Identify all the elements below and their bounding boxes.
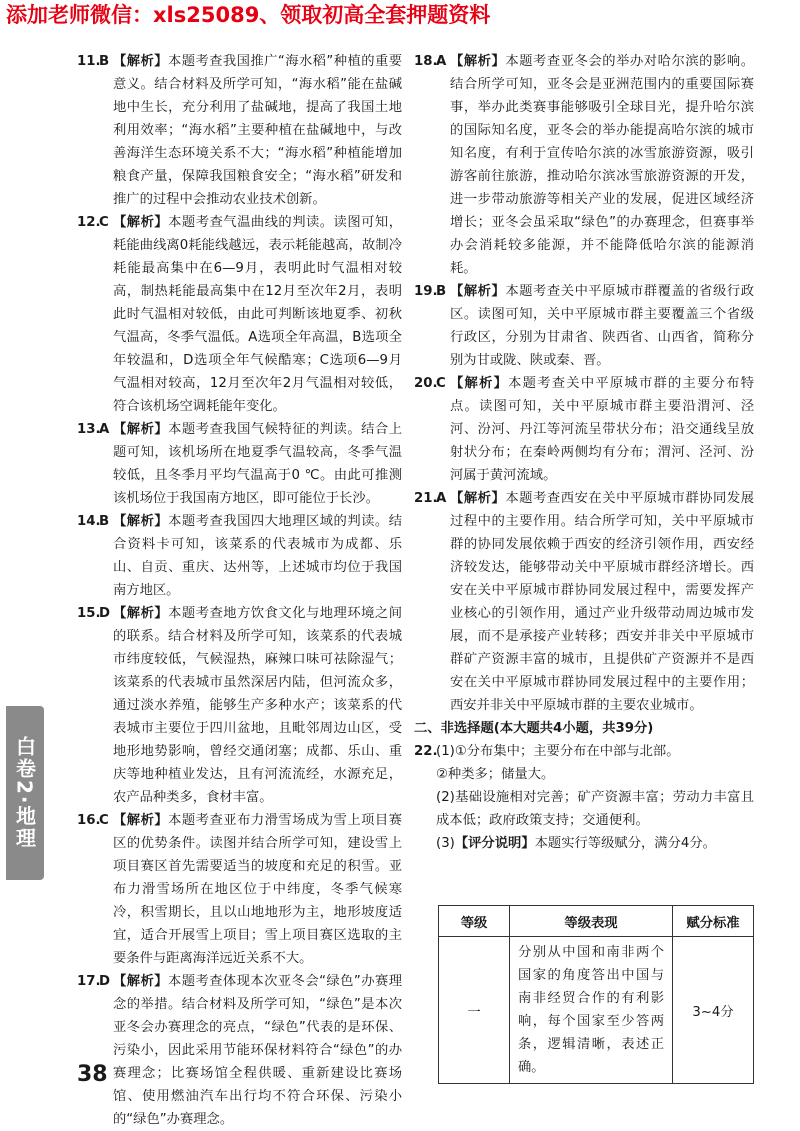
question-item [77, 50, 402, 211]
analysis-text: 本题考查关中平原城市群的主要分布特点。读图可知，关中平原城市群主要沿渭河、泾河、汾河、丹江等河流呈带状分布；沿交通线呈放射状分布；在秦岭两侧均有分布；渭河、泾河、汾河属于黄河流域。 [450, 376, 754, 483]
table-header: 等级表现 [510, 906, 673, 937]
question-number: 21. [414, 491, 438, 506]
analysis-text: 本题考查亚冬会的举办对哈尔滨的影响。结合所学可知，亚冬会是亚洲范围内的重要国际赛事，举办此类赛事能够吸引全球目光，提升哈尔滨的国际知名度，亚冬会的举办能提高哈尔滨的城市知名度，有利于宣传哈尔滨的冰雪旅游资源，吸引游客前往旅游，推动哈尔滨冰雪旅游资源的开发，进一步带动旅游等相关产业的发展，促进区域经济增长；亚冬会虽采取“绿色”的办赛理念，但赛事举办会消耗较多能源，并不能降低哈尔滨的能源消耗。 [450, 54, 755, 276]
question-number: 16. [77, 813, 101, 828]
question-number: 19. [414, 284, 438, 299]
question-item [77, 510, 402, 602]
page-number: 38 [77, 1062, 108, 1087]
question-number: 15. [77, 606, 101, 621]
answer-letter: B [99, 54, 110, 69]
answer-letter: D [99, 606, 111, 621]
analysis-text: 本题考查我国四大地理区域的判读。结合资料卡可知，该菜系的代表城市为成都、乐山、自贡、重庆、达州等，上述城市均位于我国南方地区。 [113, 514, 402, 598]
question-item [77, 970, 402, 1131]
table-header: 赋分标准 [673, 906, 754, 937]
analysis-text: 本题考查西安在关中平原城市群协同发展过程中的主要作用。结合所学可知，关中平原城市群的协同发展依赖于西安的经济引领作用，西安经济较发达，能够带动关中平原城市群经济增长。西安在关中平原城市群协同发展过程中，需要发挥产业核心的引领作用，通过产业升级带动周边城市发展，而不是承接产业转移；西安并非关中平原城市群矿产资源丰富的城市，且提供矿产资源并不是西安在关中平原城市群协同发展过程中的主要作用；西安并非关中平原城市群的主要农业城市。 [450, 491, 755, 713]
table-row [439, 937, 754, 1084]
right-column [414, 50, 754, 855]
question-item [414, 487, 754, 717]
left-column [77, 50, 402, 1131]
answer-letter: C [436, 376, 446, 391]
question-number: 18. [414, 54, 438, 69]
answer-letter: A [436, 491, 447, 506]
answer-letter: B [436, 284, 447, 299]
question-item [414, 50, 754, 280]
scoring-note-tag: 【评分说明】 [454, 836, 535, 851]
section-2-title: 二、非选择题(本大题共4小题，共39分) [414, 721, 654, 736]
analysis-tag: 【解析】 [113, 606, 169, 621]
promo-banner: 添加老师微信：xls25089、领取初高全套押题资料 [6, 3, 491, 27]
q22-line-3 [436, 832, 754, 855]
analysis-tag: 【解析】 [113, 422, 169, 437]
q22-line: ②种类多；储量大。 [436, 767, 555, 782]
analysis-text: 本题考查气温曲线的判读。读图可知，耗能曲线离0耗能线越远，表示耗能越高，故制冷耗能最高集中在6—9月，表明此时气温相对较高，制热耗能最高集中在12月至次年2月，表明此时气温相对较低，由此可判断该地夏季、初秋气温高，冬季气温低。A选项全年高温，B选项全年较温和，D选项全年气候酷寒；C选项6—9月气温相对较高，12月至次年2月气温相对较低，符合该机场空调耗能年变化。 [113, 215, 402, 414]
question-number: 12. [77, 215, 101, 230]
question-number: 22. [414, 744, 438, 759]
analysis-tag: 【解析】 [450, 376, 509, 391]
answer-letter: B [99, 514, 110, 529]
grading-table [438, 905, 754, 1084]
answer-letter: D [99, 974, 111, 989]
analysis-tag: 【解析】 [113, 514, 169, 529]
table-header-row [439, 906, 754, 937]
answer-letter: C [99, 215, 109, 230]
analysis-text: 本题考查亚布力滑雪场成为雪上项目赛区的优势条件。读图并结合所学可知，建设雪上项目赛区首先需要适当的坡度和充足的积雪。亚布力滑雪场所在地区位于中纬度，冬季气候寒冷，积雪期长，且以山地地形为主，地形坡度适宜，适合开展雪上项目；雪上项目赛区选取的主要条件与距离海洋远近关系不大。 [113, 813, 402, 966]
analysis-tag: 【解析】 [450, 54, 506, 69]
answer-letter: A [436, 54, 447, 69]
table-header: 等级 [439, 906, 510, 937]
analysis-text: 本题考查关中平原城市群覆盖的省级行政区。读图可知，关中平原城市群主要覆盖三个省级行政区，分别为甘肃省、陕西省、山西省，简称分别为甘或陇、陕或秦、晋。 [450, 284, 755, 368]
analysis-tag: 【解析】 [113, 813, 169, 828]
side-tab-label: 白卷2·地理 [6, 706, 44, 880]
question-item [414, 372, 754, 487]
question-number: 17. [77, 974, 101, 989]
q22-line: (2)基础设施相对完善；矿产资源丰富；劳动力丰富且成本低；政府政策支持；交通便利。 [436, 790, 754, 828]
question-22 [414, 740, 754, 855]
table-cell-score: 3~4分 [673, 937, 754, 1084]
question-item [414, 280, 754, 372]
analysis-text: 本题考查我国气候特征的判读。结合上题可知，该机场所在地夏季气温较高，冬季气温较低，且冬季月平均气温高于0 ℃。由此可推测该机场位于我国南方地区，即可能位于长沙。 [113, 422, 402, 506]
analysis-tag: 【解析】 [113, 974, 168, 989]
question-item [77, 418, 402, 510]
question-number: 11. [77, 54, 101, 69]
table-cell-level: 一 [439, 937, 510, 1084]
analysis-text: 本题考查地方饮食文化与地理环境之间的联系。结合材料及所学可知，该菜系的代表城市纬度较低，气候湿热，麻辣口味可祛除湿气；该菜系的代表城市虽然深居内陆，但河流众多，通过淡水养殖，能够生产多种水产；该菜系的代表城市主要位于四川盆地，且毗邻周边山区，受地形地势影响，曾经交通闭塞；成都、乐山、重庆等地种植业发达，且有河流流经，水源充足，农产品种类多，食材丰富。 [113, 606, 402, 805]
analysis-text: 本题考查体现本次亚冬会“绿色”办赛理念的举措。结合材料及所学可知，“绿色”是本次亚冬会办赛理念的亮点，“绿色”代表的是环保、污染小，因此采用节能环保材料符合“绿色”的办赛理念；比赛场馆全程供暖、重新建设比赛场馆、使用燃油汽车出行均不符合环保、污染小的“绿色”办赛理念。 [113, 974, 403, 1127]
question-number: 14. [77, 514, 101, 529]
question-item [77, 809, 402, 970]
question-item [77, 211, 402, 418]
analysis-tag: 【解析】 [113, 215, 169, 230]
answer-letter: A [99, 422, 110, 437]
scoring-note-text: 本题实行等级赋分，满分4分。 [534, 836, 716, 851]
question-item [77, 602, 402, 809]
analysis-tag: 【解析】 [113, 54, 168, 69]
question-number: 13. [77, 422, 101, 437]
analysis-tag: 【解析】 [450, 284, 506, 299]
q22-line: (1)①分布集中；主要分布在中部与北部。 [436, 744, 680, 759]
table-cell-desc: 分别从中国和南非两个国家的角度答出中国与南非经贸合作的有利影响，每个国家至少答两条，逻辑清晰，表述正确。 [510, 937, 673, 1084]
analysis-text: 本题考查我国推广“海水稻”种植的重要意义。结合材料及所学可知，“海水稻”能在盐碱地中生长，充分利用了盐碱地，提高了我国土地利用效率；“海水稻”主要种植在盐碱地中，与改善海洋生态环境关系不大；“海水稻”种植能增加粮食产量，保障我国粮食安全；“海水稻”研发和推广的过程中会推动农业技术创新。 [113, 54, 403, 207]
analysis-tag: 【解析】 [450, 491, 506, 506]
answer-letter: C [99, 813, 109, 828]
q22-3-prefix: (3) [436, 836, 455, 851]
question-number: 20. [414, 376, 438, 391]
